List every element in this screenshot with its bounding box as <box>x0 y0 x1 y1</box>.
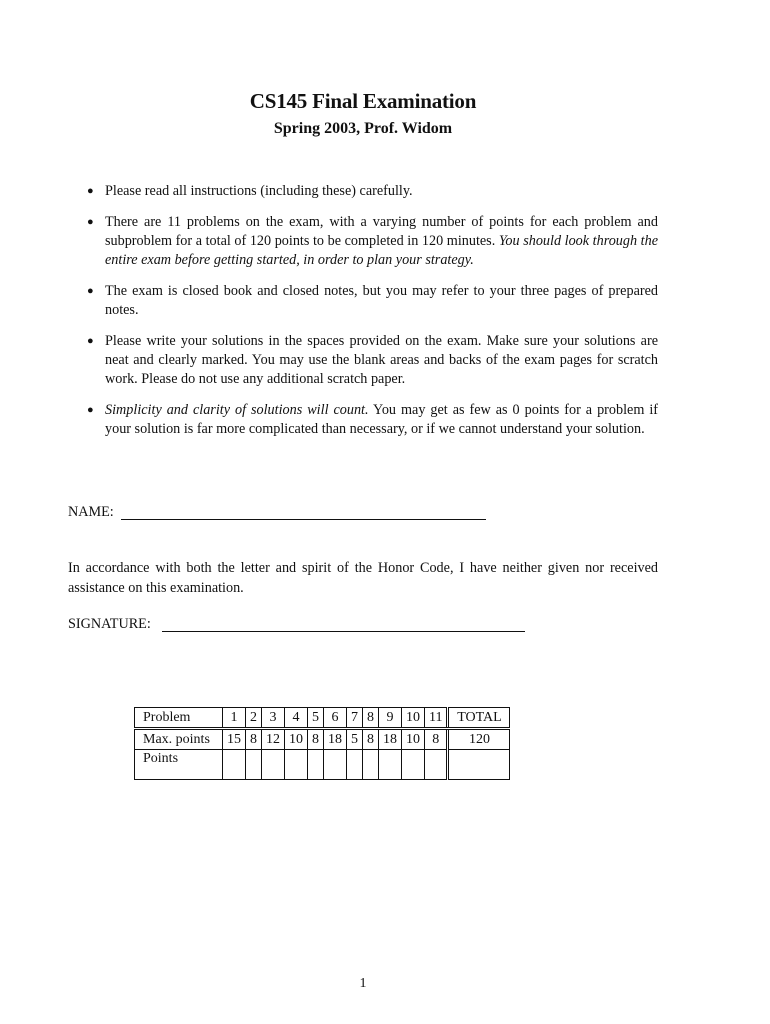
signature-field[interactable] <box>162 631 525 632</box>
row-label: Points <box>135 750 223 780</box>
max-points-cell: 5 <box>347 729 363 750</box>
instruction-text: You may get as few as 0 points for a problem if your solution is far more complicated than necessary, or if we cannot understand your solution. <box>105 402 659 437</box>
table-row <box>135 729 510 750</box>
instruction-item <box>86 401 658 439</box>
problem-number: 1 <box>223 708 246 729</box>
points-cell[interactable] <box>363 750 379 780</box>
instruction-item <box>86 213 658 269</box>
instruction-text: There are 11 problems on the exam, with a varying number of points for each problem and subproblem for a total of 120 points to be completed in 120 minutes. <box>105 214 658 250</box>
max-points-cell: 10 <box>402 729 425 750</box>
total-points-cell[interactable] <box>448 750 510 780</box>
bullet-icon: ● <box>87 404 94 417</box>
bullet-icon: ● <box>87 216 94 229</box>
points-cell[interactable] <box>379 750 402 780</box>
problem-number: 2 <box>246 708 262 729</box>
points-cell[interactable] <box>324 750 347 780</box>
page-number: 1 <box>359 976 367 991</box>
problem-number: 9 <box>379 708 402 729</box>
points-cell[interactable] <box>425 750 448 780</box>
max-points-cell: 10 <box>285 729 308 750</box>
bullet-icon: ● <box>87 285 94 298</box>
max-points-cell: 18 <box>379 729 402 750</box>
problem-number: 7 <box>347 708 363 729</box>
instruction-text: Please write your solutions in the spaces provided on the exam. Make sure your solutions are neat and clearly marked. You may use the blank areas and backs of the exam pages for scratch work. Please do not use any additional scratch paper. <box>105 333 658 387</box>
row-label: Problem <box>135 708 223 729</box>
signature-label: SIGNATURE: <box>68 616 151 632</box>
points-cell[interactable] <box>285 750 308 780</box>
instruction-text: Please read all instructions (including these) carefully. <box>105 183 413 199</box>
table-row <box>135 750 510 780</box>
instruction-item <box>86 282 658 320</box>
instruction-item <box>86 332 658 388</box>
max-points-cell: 15 <box>223 729 246 750</box>
problem-number: 4 <box>285 708 308 729</box>
max-points-cell: 18 <box>324 729 347 750</box>
points-cell[interactable] <box>402 750 425 780</box>
total-header: TOTAL <box>448 708 510 729</box>
points-cell[interactable] <box>223 750 246 780</box>
max-points-cell: 8 <box>363 729 379 750</box>
points-cell[interactable] <box>262 750 285 780</box>
instruction-emphasis: You should look through the entire exam before getting started, in order to plan your strategy. <box>105 233 658 268</box>
problem-number: 10 <box>402 708 425 729</box>
name-field[interactable] <box>121 519 486 520</box>
max-points-cell: 8 <box>308 729 324 750</box>
max-points-cell: 12 <box>262 729 285 750</box>
instruction-emphasis: Simplicity and clarity of solutions will count. <box>105 402 369 419</box>
max-points-cell: 8 <box>246 729 262 750</box>
name-label: NAME: <box>68 504 114 520</box>
problem-number: 5 <box>308 708 324 729</box>
exam-subtitle: Spring 2003, Prof. Widom <box>273 120 453 137</box>
problem-number: 3 <box>262 708 285 729</box>
points-cell[interactable] <box>246 750 262 780</box>
instructions-list <box>86 182 658 451</box>
total-max-points: 120 <box>448 729 510 750</box>
row-label: Max. points <box>135 729 223 750</box>
score-table <box>134 707 510 780</box>
problem-number: 6 <box>324 708 347 729</box>
table-row <box>135 708 510 729</box>
honor-code-statement: In accordance with both the letter and spirit of the Honor Code, I have neither given nor received assistance on this examination. <box>68 560 658 596</box>
instruction-item <box>86 182 658 201</box>
exam-title: CS145 Final Examination <box>249 89 477 113</box>
problem-number: 11 <box>425 708 448 729</box>
problem-number: 8 <box>363 708 379 729</box>
bullet-icon: ● <box>87 335 94 348</box>
max-points-cell: 8 <box>425 729 448 750</box>
bullet-icon: ● <box>87 185 94 197</box>
points-cell[interactable] <box>308 750 324 780</box>
instruction-text: The exam is closed book and closed notes, but you may refer to your three pages of prepared notes. <box>105 283 658 318</box>
points-cell[interactable] <box>347 750 363 780</box>
